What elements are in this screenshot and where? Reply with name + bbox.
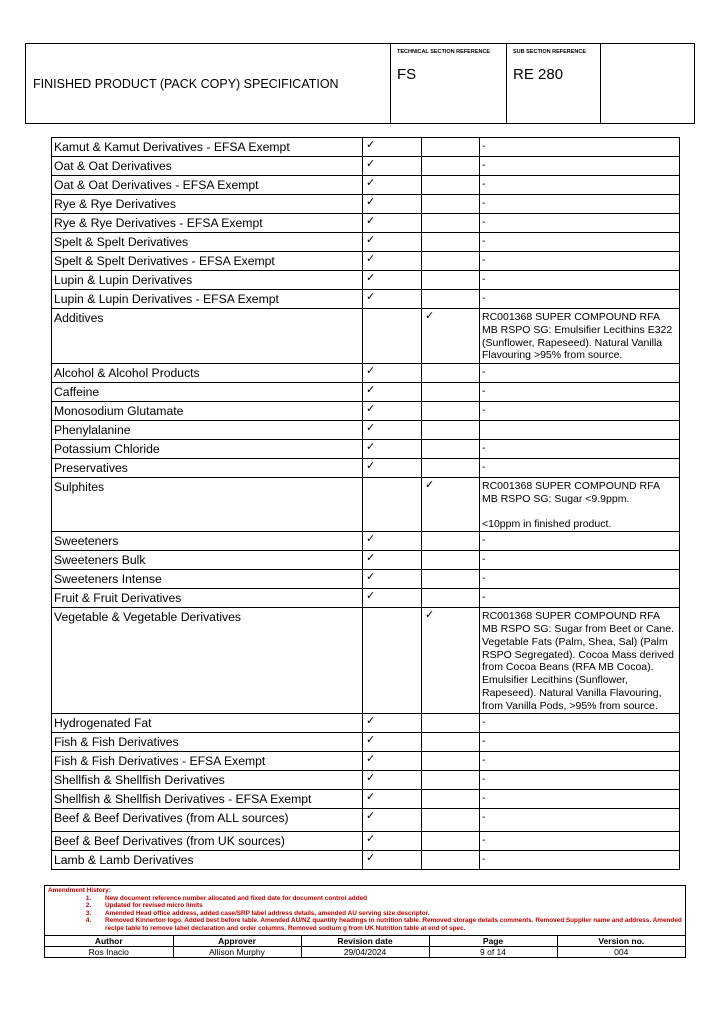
ingredient-note: - xyxy=(480,383,680,402)
contains-check: ✓ xyxy=(363,252,422,271)
contains-check: ✓ xyxy=(363,157,422,176)
signoff-value: 9 of 14 xyxy=(429,946,557,957)
ingredient-name: Vegetable & Vegetable Derivatives xyxy=(52,608,363,713)
contains-check: ✓ xyxy=(363,850,422,869)
may-contain-check xyxy=(422,459,480,478)
ingredient-note: - xyxy=(480,770,680,789)
ingredient-name: Shellfish & Shellfish Derivatives xyxy=(52,770,363,789)
may-contain-check xyxy=(422,440,480,459)
may-contain-check xyxy=(422,252,480,271)
may-contain-check xyxy=(422,751,480,770)
amendment-item: 2. Updated for revised micro limits xyxy=(93,902,682,910)
ingredient-note: RC001368 SUPER COMPOUND RFA MB RSPO SG: Sugar from Beet or Cane. Vegetable Fats (Palm, Shea, Sal) (Palm RSPO Segregated). Cocoa Mass derived from Cocoa Beans (RFA MB Cocoa). Emulsifier Lecithins (Sunflower, Rapeseed). Natural Vanilla Flavouring, from Vanilla Pods, >95% from source. xyxy=(480,608,680,713)
contains-check: ✓ xyxy=(363,770,422,789)
ingredient-name: Fish & Fish Derivatives xyxy=(52,732,363,751)
amendment-list xyxy=(48,895,682,933)
may-contain-check xyxy=(422,589,480,608)
contains-check: ✓ xyxy=(363,364,422,383)
ingredient-name: Beef & Beef Derivatives (from ALL sources) xyxy=(52,808,363,831)
may-contain-check xyxy=(422,271,480,290)
document-title: FINISHED PRODUCT (PACK COPY) SPECIFICATION xyxy=(33,77,339,91)
ingredient-note: - xyxy=(480,290,680,309)
signoff-header: Page xyxy=(429,935,557,946)
ingredient-name: Phenylalanine xyxy=(52,421,363,440)
ingredient-name: Oat & Oat Derivatives xyxy=(52,157,363,176)
ingredient-note: - xyxy=(480,195,680,214)
ingredient-note: - xyxy=(480,789,680,808)
contains-check: ✓ xyxy=(363,551,422,570)
contains-check: ✓ xyxy=(363,233,422,252)
signoff-header: Version no. xyxy=(557,935,685,946)
may-contain-check xyxy=(422,770,480,789)
contains-check xyxy=(363,478,422,532)
table-row xyxy=(52,532,680,551)
table-row xyxy=(52,138,680,157)
ingredient-name: Sweeteners xyxy=(52,532,363,551)
contains-check xyxy=(363,309,422,364)
contains-check: ✓ xyxy=(363,589,422,608)
table-row xyxy=(52,589,680,608)
may-contain-check xyxy=(422,290,480,309)
contains-check: ✓ xyxy=(363,402,422,421)
signoff-value: Allison Murphy xyxy=(173,946,301,957)
ingredient-note: - xyxy=(480,831,680,850)
ingredient-note: - xyxy=(480,364,680,383)
ingredient-name: Fish & Fish Derivatives - EFSA Exempt xyxy=(52,751,363,770)
signoff-value: 004 xyxy=(557,946,685,957)
may-contain-check xyxy=(422,570,480,589)
ingredient-name: Oat & Oat Derivatives - EFSA Exempt xyxy=(52,176,363,195)
table-row xyxy=(52,195,680,214)
may-contain-check xyxy=(422,176,480,195)
table-row xyxy=(52,789,680,808)
table-row xyxy=(52,478,680,532)
table-row xyxy=(52,770,680,789)
ingredient-note: - xyxy=(480,551,680,570)
ingredient-name: Preservatives xyxy=(52,459,363,478)
table-row xyxy=(52,808,680,831)
may-contain-check xyxy=(422,402,480,421)
sub-section-reference-label: SUB SECTION REFERENCE xyxy=(513,49,587,55)
ingredient-name: Alcohol & Alcohol Products xyxy=(52,364,363,383)
ingredient-note: - xyxy=(480,751,680,770)
amendment-item: 4. Removed Kinnerton logo. Added best before table. Amended AU/NZ quantity headings in nutrition table. Removed storage details comments. Removed Supplier name and address. Amended recipe table to remove label declaration and order columns. Removed sodium g from UK Nutrition table at end of spec. xyxy=(93,917,682,932)
document-header xyxy=(25,43,695,124)
ingredient-name: Potassium Chloride xyxy=(52,440,363,459)
may-contain-check xyxy=(422,233,480,252)
document-footer xyxy=(44,885,686,958)
ingredient-name: Sweeteners Intense xyxy=(52,570,363,589)
table-row xyxy=(52,831,680,850)
contains-check: ✓ xyxy=(363,214,422,233)
ingredient-name: Monosodium Glutamate xyxy=(52,402,363,421)
ingredient-note: - xyxy=(480,850,680,869)
table-row xyxy=(52,570,680,589)
table-row xyxy=(52,440,680,459)
table-row xyxy=(52,383,680,402)
ingredient-name: Caffeine xyxy=(52,383,363,402)
ingredient-name: Sweeteners Bulk xyxy=(52,551,363,570)
sub-section-reference-value: RE 280 xyxy=(513,66,564,83)
contains-check: ✓ xyxy=(363,383,422,402)
ingredient-note: - xyxy=(480,402,680,421)
may-contain-check xyxy=(422,713,480,732)
ingredient-note: - xyxy=(480,589,680,608)
may-contain-check xyxy=(422,195,480,214)
may-contain-check xyxy=(422,732,480,751)
contains-check: ✓ xyxy=(363,808,422,831)
signoff-value: Ros Inacio xyxy=(45,946,173,957)
contains-check: ✓ xyxy=(363,459,422,478)
ingredient-name: Rye & Rye Derivatives - EFSA Exempt xyxy=(52,214,363,233)
ingredient-name: Hydrogenated Fat xyxy=(52,713,363,732)
table-row xyxy=(52,421,680,440)
table-row xyxy=(52,751,680,770)
may-contain-check xyxy=(422,383,480,402)
table-row xyxy=(52,233,680,252)
may-contain-check xyxy=(422,532,480,551)
contains-check: ✓ xyxy=(363,713,422,732)
may-contain-check: ✓ xyxy=(422,478,480,532)
table-row xyxy=(52,732,680,751)
ingredient-note: - xyxy=(480,233,680,252)
contains-check: ✓ xyxy=(363,440,422,459)
ingredient-note: - xyxy=(480,252,680,271)
ingredient-note: - xyxy=(480,271,680,290)
contains-check: ✓ xyxy=(363,789,422,808)
ingredient-name: Sulphites xyxy=(52,478,363,532)
contains-check: ✓ xyxy=(363,271,422,290)
ingredient-note xyxy=(480,421,680,440)
ingredient-note: RC001368 SUPER COMPOUND RFA MB RSPO SG: Sugar <9.9ppm. <10ppm in finished product. xyxy=(480,478,680,532)
may-contain-check: ✓ xyxy=(422,608,480,713)
contains-check: ✓ xyxy=(363,732,422,751)
signoff-header: Revision date xyxy=(301,935,429,946)
table-row xyxy=(52,309,680,364)
contains-check: ✓ xyxy=(363,290,422,309)
header-blank-cell xyxy=(600,44,695,123)
ingredient-note: - xyxy=(480,440,680,459)
table-row xyxy=(52,176,680,195)
may-contain-check xyxy=(422,808,480,831)
table-row xyxy=(52,713,680,732)
may-contain-check xyxy=(422,157,480,176)
ingredient-name: Lupin & Lupin Derivatives - EFSA Exempt xyxy=(52,290,363,309)
amendment-item: 3. Amended Head office address, added case/SRP label address details, amended AU serving size descriptor. xyxy=(93,910,682,918)
contains-check: ✓ xyxy=(363,570,422,589)
may-contain-check xyxy=(422,214,480,233)
table-row xyxy=(52,608,680,713)
amendment-history-title: Amendment History: xyxy=(48,887,111,894)
ingredient-name: Spelt & Spelt Derivatives xyxy=(52,233,363,252)
may-contain-check xyxy=(422,138,480,157)
may-contain-check xyxy=(422,789,480,808)
contains-check: ✓ xyxy=(363,195,422,214)
table-row xyxy=(52,290,680,309)
table-row xyxy=(52,252,680,271)
table-row xyxy=(52,364,680,383)
may-contain-check xyxy=(422,551,480,570)
technical-section-reference-cell xyxy=(390,44,506,123)
ingredient-note: - xyxy=(480,214,680,233)
table-row xyxy=(52,271,680,290)
may-contain-check xyxy=(422,364,480,383)
table-row xyxy=(52,850,680,869)
ingredient-note: - xyxy=(480,713,680,732)
table-row xyxy=(52,459,680,478)
sub-section-reference-cell xyxy=(506,44,600,123)
amendment-history xyxy=(45,886,685,935)
contains-check: ✓ xyxy=(363,532,422,551)
contains-check: ✓ xyxy=(363,421,422,440)
may-contain-check xyxy=(422,850,480,869)
ingredient-note: - xyxy=(480,532,680,551)
contains-check: ✓ xyxy=(363,138,422,157)
contains-check: ✓ xyxy=(363,751,422,770)
ingredient-note: - xyxy=(480,138,680,157)
amendment-item: 1. New document reference number allocated and fixed date for document control added xyxy=(93,895,682,903)
ingredient-note: RC001368 SUPER COMPOUND RFA MB RSPO SG: Emulsifier Lecithins E322 (Sunflower, Rapeseed). Natural Vanilla Flavouring >95% from source. xyxy=(480,309,680,364)
ingredient-name: Lupin & Lupin Derivatives xyxy=(52,271,363,290)
ingredient-name: Shellfish & Shellfish Derivatives - EFSA Exempt xyxy=(52,789,363,808)
ingredient-name: Kamut & Kamut Derivatives - EFSA Exempt xyxy=(52,138,363,157)
technical-section-reference-label: TECHNICAL SECTION REFERENCE xyxy=(397,49,491,55)
signoff-table xyxy=(45,935,685,957)
technical-section-reference-value: FS xyxy=(397,66,417,83)
ingredient-note: - xyxy=(480,570,680,589)
allergen-table xyxy=(51,137,680,870)
table-row xyxy=(52,214,680,233)
ingredient-note: - xyxy=(480,732,680,751)
contains-check xyxy=(363,608,422,713)
ingredient-name: Spelt & Spelt Derivatives - EFSA Exempt xyxy=(52,252,363,271)
table-row xyxy=(52,402,680,421)
table-row xyxy=(52,157,680,176)
contains-check: ✓ xyxy=(363,176,422,195)
signoff-header: Author xyxy=(45,935,173,946)
may-contain-check: ✓ xyxy=(422,309,480,364)
may-contain-check xyxy=(422,421,480,440)
table-row xyxy=(52,551,680,570)
signoff-header: Approver xyxy=(173,935,301,946)
ingredient-note: - xyxy=(480,808,680,831)
contains-check: ✓ xyxy=(363,831,422,850)
may-contain-check xyxy=(422,831,480,850)
ingredient-note: - xyxy=(480,157,680,176)
ingredient-name: Rye & Rye Derivatives xyxy=(52,195,363,214)
ingredient-note: - xyxy=(480,176,680,195)
ingredient-note: - xyxy=(480,459,680,478)
ingredient-name: Beef & Beef Derivatives (from UK sources) xyxy=(52,831,363,850)
ingredient-name: Fruit & Fruit Derivatives xyxy=(52,589,363,608)
signoff-value: 29/04/2024 xyxy=(301,946,429,957)
ingredient-name: Additives xyxy=(52,309,363,364)
ingredient-name: Lamb & Lamb Derivatives xyxy=(52,850,363,869)
